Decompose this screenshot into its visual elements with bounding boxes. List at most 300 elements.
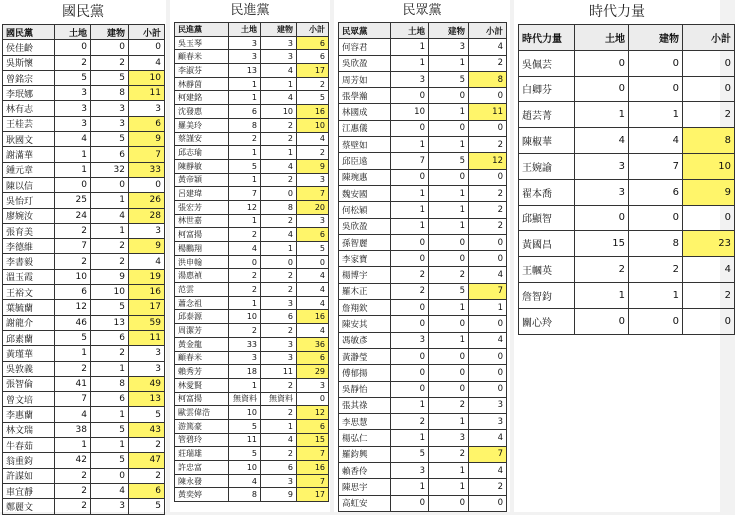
table-row	[3, 269, 165, 284]
table-row	[175, 324, 329, 338]
subtotal: 3	[129, 101, 165, 116]
building-count: 13	[91, 315, 129, 330]
land-count: 10	[229, 461, 261, 475]
legislator-name: 高虹安	[339, 495, 391, 511]
land-count: 5	[55, 70, 91, 85]
subtotal: 0	[469, 251, 507, 267]
legislator-name: 賴香伶	[339, 463, 391, 479]
subtotal: 9	[683, 179, 735, 205]
land-count: 42	[55, 453, 91, 468]
subtotal: 7	[297, 447, 329, 461]
legislator-name: 曾文培	[3, 392, 55, 407]
building-count: 6	[91, 330, 129, 345]
column-header: 時代力量	[519, 25, 575, 51]
legislator-name: 柯富揚	[175, 392, 229, 406]
building-count: 0	[629, 76, 683, 102]
subtotal: 2	[469, 137, 507, 153]
land-count: 0	[55, 40, 91, 55]
subtotal: 0	[469, 169, 507, 185]
subtotal: 6	[129, 116, 165, 131]
land-count: 1	[391, 55, 429, 71]
table-row	[339, 169, 507, 185]
subtotal: 4	[469, 39, 507, 55]
subtotal: 9	[129, 239, 165, 254]
legislator-name: 林有志	[3, 101, 55, 116]
legislator-name: 邱臣遠	[339, 153, 391, 169]
table-row	[519, 128, 735, 154]
building-count: 0	[429, 316, 469, 332]
land-count: 41	[55, 376, 91, 391]
table-row	[3, 285, 165, 300]
building-count: 6	[91, 147, 129, 162]
building-count: 8	[91, 86, 129, 101]
land-count: 0	[55, 177, 91, 192]
subtotal: 2	[469, 55, 507, 71]
table-row	[175, 50, 329, 64]
land-count: 2	[391, 267, 429, 283]
subtotal: 17	[297, 488, 329, 502]
subtotal: 7	[297, 474, 329, 488]
table-row	[175, 488, 329, 502]
subtotal: 28	[129, 208, 165, 223]
building-count: 0	[429, 365, 469, 381]
subtotal: 49	[129, 376, 165, 391]
building-count: 1	[429, 104, 469, 120]
legislator-name: 賴秀芳	[175, 365, 229, 379]
legislator-name: 黃帝穎	[175, 173, 229, 187]
legislator-name: 李家寶	[339, 251, 391, 267]
table-row	[3, 147, 165, 162]
table-row	[175, 228, 329, 242]
land-count: 1	[229, 214, 261, 228]
subtotal: 2	[129, 438, 165, 453]
land-count: 2	[229, 228, 261, 242]
subtotal: 7	[129, 147, 165, 162]
table-row	[339, 446, 507, 462]
legislator-name: 蔡謹安	[175, 132, 229, 146]
legislator-name: 曾銘宗	[3, 70, 55, 85]
land-count: 8	[229, 488, 261, 502]
subtotal: 0	[129, 177, 165, 192]
legislator-name: 楊弘仁	[339, 430, 391, 446]
subtotal: 3	[297, 173, 329, 187]
building-count: 2	[261, 324, 297, 338]
table-row	[175, 242, 329, 256]
building-count: 1	[429, 218, 469, 234]
table-row	[3, 392, 165, 407]
table-row	[175, 105, 329, 119]
legislator-name: 王幗英	[519, 257, 575, 283]
land-count: 0	[229, 255, 261, 269]
table-row	[3, 239, 165, 254]
land-count: 2	[55, 468, 91, 483]
land-count: 24	[55, 208, 91, 223]
building-count: 3	[261, 474, 297, 488]
land-count: 13	[229, 64, 261, 78]
building-count: 3	[91, 101, 129, 116]
land-count: 1	[229, 173, 261, 187]
building-count: 5	[91, 132, 129, 147]
legislator-name: 陳思宇	[339, 479, 391, 495]
legislator-name: 柯富揚	[175, 228, 229, 242]
building-count: 2	[91, 346, 129, 361]
building-count: 10	[261, 105, 297, 119]
legislator-name: 吳玉琴	[175, 36, 229, 50]
legislator-name: 管碧玲	[175, 433, 229, 447]
land-count: 1	[55, 438, 91, 453]
subtotal: 26	[129, 193, 165, 208]
table-row	[3, 315, 165, 330]
legislator-name: 林靜茵	[175, 77, 229, 91]
subtotal: 59	[129, 315, 165, 330]
building-count: 5	[91, 422, 129, 437]
legislator-name: 侯佳齡	[3, 40, 55, 55]
legislator-name: 許謀如	[3, 468, 55, 483]
npp-table	[518, 24, 735, 335]
legislator-name: 羅鈞興	[339, 446, 391, 462]
tpp-title: 民眾黨	[402, 3, 442, 18]
building-count: 3	[261, 351, 297, 365]
legislator-name: 傅郁揚	[339, 365, 391, 381]
legislator-name: 林文瑞	[3, 422, 55, 437]
building-count: 0	[429, 169, 469, 185]
legislator-name: 陳靜敏	[175, 159, 229, 173]
legislator-name: 顧春米	[175, 351, 229, 365]
subtotal: 3	[129, 223, 165, 238]
building-count: 2	[261, 378, 297, 392]
table-row	[175, 36, 329, 50]
land-count: 1	[229, 378, 261, 392]
subtotal: 9	[297, 159, 329, 173]
table-row	[175, 214, 329, 228]
subtotal: 3	[129, 361, 165, 376]
table-row	[519, 205, 735, 231]
land-count: 7	[229, 187, 261, 201]
building-count: 4	[261, 64, 297, 78]
table-row	[3, 101, 165, 116]
building-count: 1	[629, 102, 683, 128]
table-row	[339, 267, 507, 283]
legislator-name: 羅木正	[339, 283, 391, 299]
subtotal: 2	[469, 479, 507, 495]
legislator-name: 謝龍介	[3, 315, 55, 330]
land-count: 1	[229, 296, 261, 310]
land-count: 0	[391, 495, 429, 511]
table-row	[3, 70, 165, 85]
land-count: 8	[229, 118, 261, 132]
building-count: 1	[91, 223, 129, 238]
subtotal: 4	[683, 257, 735, 283]
land-count: 0	[575, 50, 629, 76]
land-count: 4	[55, 407, 91, 422]
land-count: 5	[391, 446, 429, 462]
building-count: 0	[629, 50, 683, 76]
land-count: 2	[55, 483, 91, 498]
legislator-name: 歐雲偉浩	[175, 406, 229, 420]
building-count: 2	[429, 397, 469, 413]
subtotal: 17	[129, 300, 165, 315]
subtotal: 6	[297, 351, 329, 365]
subtotal: 0	[683, 76, 735, 102]
legislator-name: 李淑芬	[175, 64, 229, 78]
tpp-table	[338, 22, 507, 512]
legislator-name: 黃瀞瑩	[339, 348, 391, 364]
table-row	[3, 361, 165, 376]
subtotal: 19	[129, 269, 165, 284]
land-count: 38	[55, 422, 91, 437]
table-row	[339, 332, 507, 348]
subtotal: 2	[297, 146, 329, 160]
land-count: 3	[391, 332, 429, 348]
building-count: 2	[429, 267, 469, 283]
building-count: 0	[429, 120, 469, 136]
subtotal: 4	[297, 132, 329, 146]
building-count: 5	[429, 283, 469, 299]
land-count: 2	[229, 132, 261, 146]
legislator-name: 呂建瑋	[175, 187, 229, 201]
subtotal: 16	[129, 285, 165, 300]
building-count: 1	[261, 242, 297, 256]
table-row	[3, 208, 165, 223]
building-count: 2	[261, 173, 297, 187]
dpp-table	[174, 22, 329, 502]
building-count: 4	[261, 91, 297, 105]
legislator-name: 陳永發	[175, 474, 229, 488]
land-count: 1	[55, 346, 91, 361]
land-count: 12	[55, 300, 91, 315]
table-row	[339, 55, 507, 71]
land-count: 46	[55, 315, 91, 330]
table-row	[339, 251, 507, 267]
building-count: 4	[261, 228, 297, 242]
table-row	[175, 173, 329, 187]
subtotal: 11	[469, 104, 507, 120]
table-row	[339, 414, 507, 430]
table-row	[339, 185, 507, 201]
land-count: 4	[229, 242, 261, 256]
subtotal: 2	[129, 468, 165, 483]
building-count: 0	[91, 468, 129, 483]
building-count: 9	[261, 488, 297, 502]
subtotal: 0	[469, 88, 507, 104]
legislator-name: 何容君	[339, 39, 391, 55]
land-count: 1	[575, 282, 629, 308]
legislator-name: 張宏芳	[175, 200, 229, 214]
land-count: 5	[229, 419, 261, 433]
table-row	[175, 365, 329, 379]
table-header-row	[3, 25, 165, 40]
table-row	[175, 77, 329, 91]
subtotal: 0	[683, 308, 735, 334]
table-row	[339, 430, 507, 446]
table-row	[175, 392, 329, 406]
subtotal: 1	[469, 300, 507, 316]
building-count: 6	[261, 461, 297, 475]
land-count: 6	[55, 285, 91, 300]
subtotal: 2	[683, 102, 735, 128]
column-header: 建物	[629, 25, 683, 51]
legislator-name: 王婉諭	[519, 153, 575, 179]
building-count: 2	[261, 214, 297, 228]
table-row	[519, 76, 735, 102]
legislator-name: 蔡壁如	[339, 137, 391, 153]
building-count: 9	[91, 269, 129, 284]
subtotal: 4	[129, 254, 165, 269]
land-count: 7	[55, 392, 91, 407]
subtotal: 8	[683, 128, 735, 154]
table-row	[175, 132, 329, 146]
building-count: 3	[261, 36, 297, 50]
legislator-name: 葉毓蘭	[3, 300, 55, 315]
subtotal: 0	[469, 234, 507, 250]
land-count: 2	[55, 361, 91, 376]
land-count: 2	[55, 223, 91, 238]
land-count: 0	[391, 365, 429, 381]
building-count: 8	[261, 200, 297, 214]
building-count: 0	[629, 205, 683, 231]
legislator-name: 謝滿華	[3, 147, 55, 162]
legislator-name: 李珉娜	[3, 86, 55, 101]
legislator-name: 吳敦義	[3, 361, 55, 376]
subtotal: 36	[297, 337, 329, 351]
subtotal: 6	[129, 483, 165, 498]
building-count: 1	[429, 414, 469, 430]
table-row	[175, 91, 329, 105]
land-count: 1	[391, 218, 429, 234]
land-count: 2	[391, 414, 429, 430]
land-count: 0	[391, 88, 429, 104]
column-header: 土地	[391, 23, 429, 39]
legislator-name: 李惠蘭	[3, 407, 55, 422]
table-row	[339, 479, 507, 495]
building-count: 5	[429, 153, 469, 169]
table-row	[519, 50, 735, 76]
subtotal: 0	[469, 381, 507, 397]
legislator-name: 吳靜怡	[339, 381, 391, 397]
building-count: 2	[429, 446, 469, 462]
building-count: 2	[91, 254, 129, 269]
building-count: 8	[91, 376, 129, 391]
table-row	[175, 419, 329, 433]
building-count: 0	[629, 308, 683, 334]
land-count: 0	[391, 251, 429, 267]
column-header: 建物	[429, 23, 469, 39]
table-row	[519, 308, 735, 334]
building-count: 1	[429, 300, 469, 316]
building-count: 1	[261, 419, 297, 433]
legislator-name: 關心羚	[519, 308, 575, 334]
subtotal: 43	[129, 422, 165, 437]
subtotal: 5	[297, 242, 329, 256]
subtotal: 9	[129, 132, 165, 147]
table-row	[339, 300, 507, 316]
table-row	[175, 310, 329, 324]
building-count: 32	[91, 162, 129, 177]
legislator-name: 孫智麗	[339, 234, 391, 250]
land-count: 25	[55, 193, 91, 208]
building-count: 2	[91, 239, 129, 254]
land-count: 3	[55, 86, 91, 101]
subtotal: 4	[469, 332, 507, 348]
legislator-name: 游篤豪	[175, 419, 229, 433]
building-count: 1	[629, 282, 683, 308]
building-count: 4	[629, 128, 683, 154]
table-row	[175, 269, 329, 283]
column-header: 土地	[575, 25, 629, 51]
subtotal: 29	[297, 365, 329, 379]
building-count: 5	[91, 300, 129, 315]
column-header: 土地	[229, 23, 261, 37]
subtotal: 7	[469, 446, 507, 462]
building-count: 無資料	[261, 392, 297, 406]
table-row	[3, 453, 165, 468]
legislator-name: 林世嘉	[175, 214, 229, 228]
building-count: 8	[629, 231, 683, 257]
column-header: 建物	[91, 25, 129, 40]
land-count: 3	[229, 351, 261, 365]
land-count: 0	[575, 205, 629, 231]
table-row	[175, 200, 329, 214]
table-header-row	[175, 23, 329, 37]
building-count: 1	[429, 202, 469, 218]
legislator-name: 邱顯智	[519, 205, 575, 231]
table-row	[175, 296, 329, 310]
subtotal: 23	[683, 231, 735, 257]
subtotal: 2	[469, 202, 507, 218]
legislator-name: 吳斯懷	[3, 55, 55, 70]
subtotal: 3	[129, 346, 165, 361]
table-row	[339, 397, 507, 413]
subtotal: 11	[129, 86, 165, 101]
subtotal: 0	[469, 316, 507, 332]
legislator-name: 楊鵬翔	[175, 242, 229, 256]
legislator-name: 王桂芸	[3, 116, 55, 131]
building-count: 0	[261, 255, 297, 269]
land-count: 11	[229, 433, 261, 447]
subtotal: 4	[129, 55, 165, 70]
legislator-name: 邱素蘭	[3, 330, 55, 345]
land-count: 10	[55, 269, 91, 284]
building-count: 4	[91, 483, 129, 498]
subtotal: 7	[469, 283, 507, 299]
legislator-name: 翟本喬	[519, 179, 575, 205]
table-row	[175, 474, 329, 488]
legislator-name: 周芳如	[339, 71, 391, 87]
table-row	[3, 300, 165, 315]
land-count: 4	[575, 128, 629, 154]
building-count: 1	[429, 332, 469, 348]
building-count: 1	[91, 361, 129, 376]
building-count: 10	[91, 285, 129, 300]
legislator-name: 陳安其	[339, 316, 391, 332]
legislator-name: 何松穎	[339, 202, 391, 218]
land-count: 1	[229, 91, 261, 105]
subtotal: 4	[297, 269, 329, 283]
table-row	[3, 223, 165, 238]
land-count: 0	[391, 381, 429, 397]
land-count: 4	[55, 132, 91, 147]
legislator-name: 翁重鈞	[3, 453, 55, 468]
subtotal: 10	[129, 70, 165, 85]
legislator-name: 楊博宇	[339, 267, 391, 283]
land-count: 3	[229, 36, 261, 50]
building-count: 2	[261, 269, 297, 283]
table-row	[3, 177, 165, 192]
subtotal: 4	[297, 283, 329, 297]
table-row	[3, 346, 165, 361]
legislator-name: 陳琬惠	[339, 169, 391, 185]
table-row	[3, 422, 165, 437]
